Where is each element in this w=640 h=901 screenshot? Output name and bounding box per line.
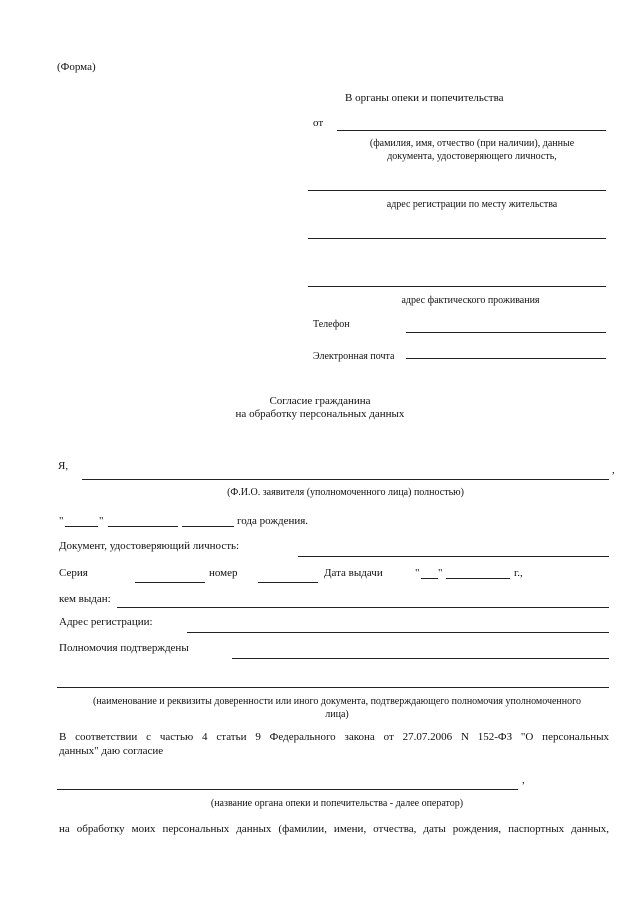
email-label: Электронная почта bbox=[313, 351, 395, 362]
operator-field[interactable] bbox=[57, 789, 518, 790]
phone-label: Телефон bbox=[313, 319, 350, 330]
number-field[interactable] bbox=[258, 582, 318, 583]
birth-day-field[interactable] bbox=[65, 526, 98, 527]
authority-field-2[interactable] bbox=[57, 687, 609, 688]
residence-caption: адрес фактического проживания bbox=[401, 295, 540, 306]
phone-field[interactable] bbox=[406, 332, 606, 333]
from-label: от bbox=[313, 117, 324, 129]
registration-line-2[interactable] bbox=[308, 286, 606, 287]
applicant-caption-2: документа, удостоверяющего личность, bbox=[387, 151, 557, 162]
form-label: (Форма) bbox=[57, 61, 96, 73]
registration-caption: адрес регистрации по месту жительства bbox=[386, 199, 558, 210]
operator-caption: (название органа опеки и попечительства - далее оператор) bbox=[210, 798, 464, 809]
reg-address-field[interactable] bbox=[187, 632, 609, 633]
id-doc-label: Документ, удостоверяющий личность: bbox=[59, 540, 240, 552]
reg-address-label: Адрес регистрации: bbox=[59, 616, 153, 628]
title-line-2: на обработку персональных данных bbox=[235, 408, 405, 420]
title-line-1: Согласие гражданина bbox=[269, 395, 371, 407]
consent-text: на обработку моих персональных данных (фамилии, имени, отчества, даты рождения, паспортных данных, bbox=[59, 823, 609, 835]
authority-caption-1: (наименование и реквизиты доверенности или иного документа, подтверждающего полномочия уполномоченного bbox=[93, 696, 581, 707]
operator-comma: , bbox=[522, 774, 525, 786]
birth-suffix: года рождения. bbox=[237, 515, 309, 527]
authority-caption-2: лица) bbox=[325, 709, 349, 720]
applicant-doc-line[interactable] bbox=[308, 190, 606, 191]
series-field[interactable] bbox=[135, 582, 205, 583]
recipient-heading: В органы опеки и попечительства bbox=[345, 92, 504, 104]
issue-date-label: Дата выдачи bbox=[324, 567, 383, 579]
applicant-line[interactable] bbox=[337, 130, 606, 131]
i-label: Я, bbox=[58, 460, 69, 472]
birth-month-field[interactable] bbox=[108, 526, 178, 527]
birth-quote-close: " bbox=[99, 515, 104, 527]
authority-label: Полномочия подтверждены bbox=[59, 642, 189, 654]
fio-comma: , bbox=[612, 464, 615, 476]
issue-day-field[interactable] bbox=[421, 578, 438, 579]
law-text-line-1: В соответствии с частью 4 статьи 9 Федерального закона от 27.07.2006 N 152-ФЗ "О персональных bbox=[59, 731, 609, 743]
id-doc-field[interactable] bbox=[298, 556, 609, 557]
issue-quote-close: " bbox=[438, 567, 443, 579]
issued-by-field[interactable] bbox=[117, 607, 609, 608]
issue-quote-open: " bbox=[415, 567, 420, 579]
applicant-caption-1: (фамилия, имя, отчество (при наличии), данные bbox=[369, 138, 575, 149]
birth-quote-open: " bbox=[59, 515, 64, 527]
number-label: номер bbox=[209, 567, 238, 579]
registration-line-1[interactable] bbox=[308, 238, 606, 239]
law-text-line-2: данных" даю согласие bbox=[59, 745, 164, 757]
birth-year-field[interactable] bbox=[182, 526, 234, 527]
issued-by-label: кем выдан: bbox=[59, 593, 111, 605]
authority-field-1[interactable] bbox=[232, 658, 609, 659]
applicant-fio-field[interactable] bbox=[82, 479, 609, 480]
series-label: Серия bbox=[59, 567, 88, 579]
issue-month-field[interactable] bbox=[446, 578, 510, 579]
fio-caption: (Ф.И.О. заявителя (уполномоченного лица) полностью) bbox=[227, 487, 464, 498]
year-suffix: г., bbox=[514, 567, 523, 579]
email-field[interactable] bbox=[406, 358, 606, 359]
